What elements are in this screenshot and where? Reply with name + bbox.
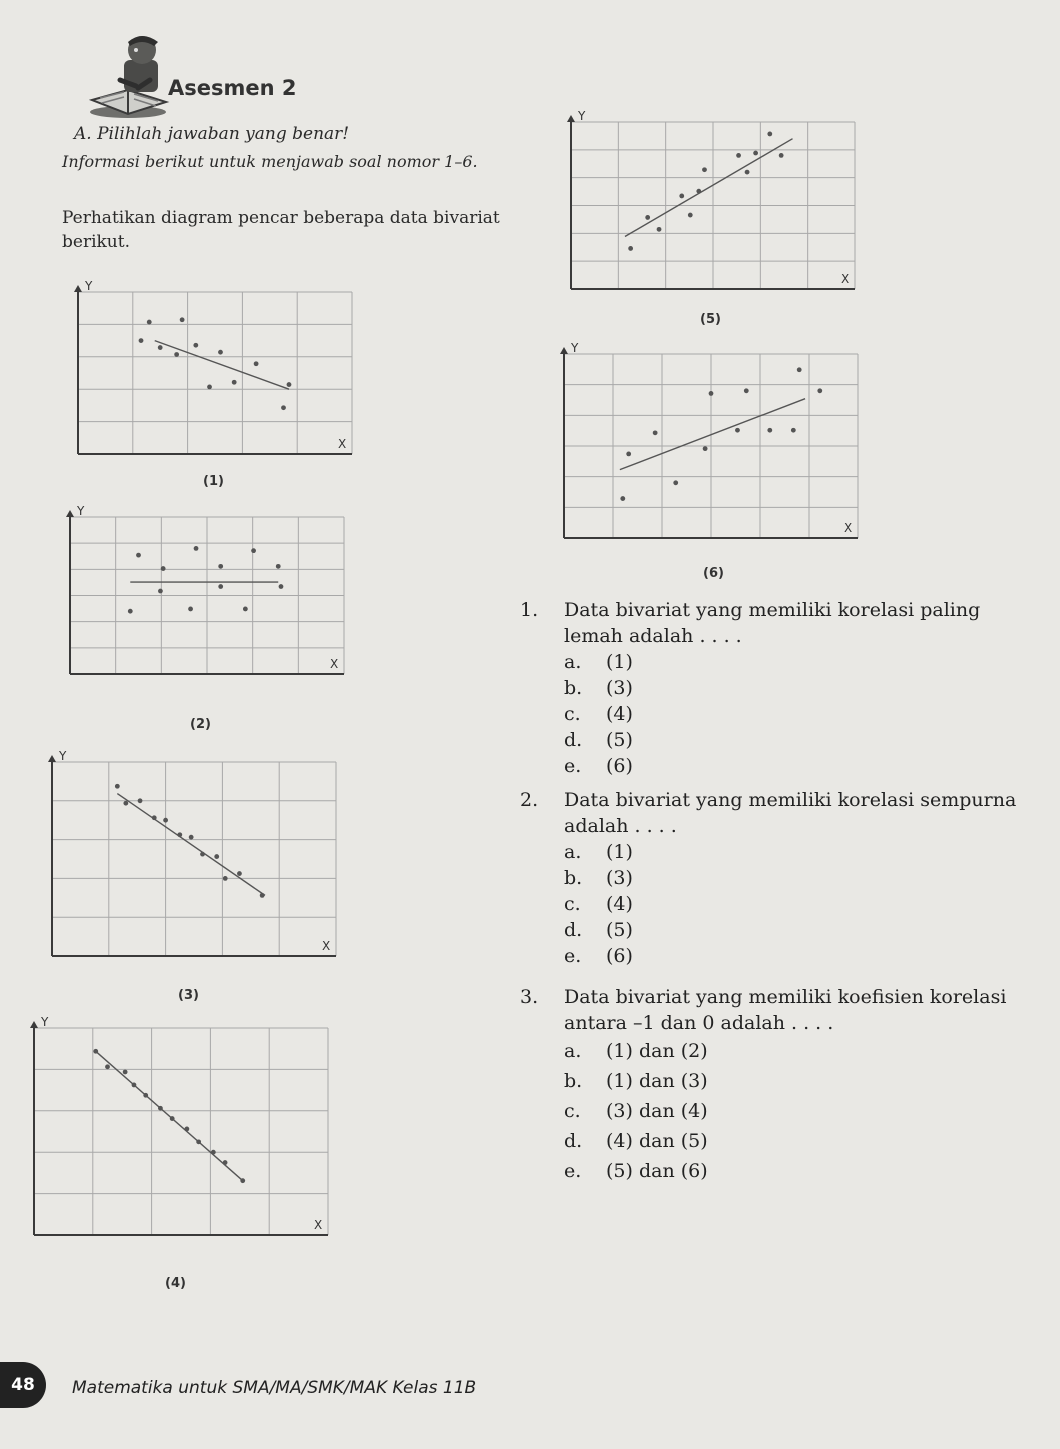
y-axis-label: Y — [59, 749, 67, 763]
option-key: b. — [564, 1070, 583, 1092]
data-point — [218, 584, 223, 589]
data-point — [143, 1093, 148, 1098]
trend-line — [96, 1051, 243, 1180]
data-point — [223, 876, 228, 881]
instruction-part-a: A. Pilihlah jawaban yang benar! — [74, 124, 350, 144]
data-point — [207, 384, 212, 389]
data-point — [128, 609, 133, 614]
trend-line — [117, 794, 265, 896]
data-point — [744, 388, 749, 393]
option-value: (4) dan (5) — [606, 1130, 708, 1152]
data-point — [180, 317, 185, 322]
option[interactable] — [564, 649, 633, 675]
option[interactable] — [564, 865, 633, 891]
data-point — [105, 1064, 110, 1069]
y-axis-arrow-icon — [74, 285, 82, 292]
data-point — [200, 852, 205, 857]
question-1 — [520, 597, 1040, 777]
option-value: (1) — [606, 651, 633, 673]
x-axis-label: X — [330, 657, 339, 671]
data-point — [279, 584, 284, 589]
data-point — [797, 367, 802, 372]
data-point — [174, 352, 179, 357]
option-value: (5) dan (6) — [606, 1160, 708, 1182]
scatter-diagram-2 — [62, 505, 352, 690]
data-point — [170, 1116, 175, 1121]
option-key: e. — [564, 945, 582, 967]
data-point — [115, 784, 120, 789]
question-1-options — [564, 649, 633, 779]
data-point — [251, 548, 256, 553]
data-point — [232, 380, 237, 385]
data-point — [703, 446, 708, 451]
data-point — [653, 430, 658, 435]
y-axis-label: Y — [85, 279, 93, 293]
data-point — [736, 153, 741, 158]
diagram-caption-5: (5) — [700, 312, 721, 327]
data-point — [791, 428, 796, 433]
data-point — [626, 451, 631, 456]
option[interactable] — [564, 943, 633, 969]
data-point — [158, 1106, 163, 1111]
page-number: 48 — [0, 1362, 46, 1408]
data-point — [237, 871, 242, 876]
y-axis-arrow-icon — [66, 510, 74, 517]
option-key: b. — [564, 867, 583, 889]
y-axis-label: Y — [571, 341, 579, 355]
trend-line — [625, 139, 793, 237]
data-point — [158, 589, 163, 594]
data-point — [93, 1049, 98, 1054]
data-point — [188, 607, 193, 612]
data-point — [240, 1178, 245, 1183]
data-point — [139, 338, 144, 343]
y-axis-label: Y — [578, 109, 586, 123]
question-3-options — [564, 1038, 708, 1188]
data-point — [223, 1160, 228, 1165]
y-axis-arrow-icon — [560, 347, 568, 354]
option-value: (4) — [606, 703, 633, 725]
option-key: b. — [564, 677, 583, 699]
question-2 — [520, 787, 1040, 967]
data-point — [688, 213, 693, 218]
data-point — [193, 343, 198, 348]
scatter-diagram-3 — [44, 750, 344, 972]
option-key: e. — [564, 1160, 582, 1182]
option-key: a. — [564, 1040, 582, 1062]
data-point — [628, 246, 633, 251]
data-point — [620, 496, 625, 501]
data-point — [147, 320, 152, 325]
data-point — [281, 405, 286, 410]
y-axis-arrow-icon — [48, 755, 56, 762]
scatter-4-svg — [26, 1016, 336, 1251]
x-axis-label: X — [322, 939, 331, 953]
data-point — [657, 227, 662, 232]
option-key: d. — [564, 729, 583, 751]
data-point — [214, 854, 219, 859]
option-value: (1) dan (3) — [606, 1070, 708, 1092]
data-point — [177, 832, 182, 837]
option-key: d. — [564, 1130, 583, 1152]
option[interactable] — [564, 1038, 708, 1068]
scatter-2-svg — [62, 505, 352, 690]
data-point — [276, 564, 281, 569]
option-key: c. — [564, 1100, 581, 1122]
data-point — [696, 189, 701, 194]
option-value: (4) — [606, 893, 633, 915]
option[interactable] — [564, 1128, 708, 1158]
data-point — [158, 345, 163, 350]
option-value: (1) dan (2) — [606, 1040, 708, 1062]
y-axis-arrow-icon — [567, 115, 575, 122]
data-point — [218, 350, 223, 355]
option[interactable] — [564, 891, 633, 917]
data-point — [817, 388, 822, 393]
question-2-options — [564, 839, 633, 969]
data-point — [136, 553, 141, 558]
option[interactable] — [564, 839, 633, 865]
data-point — [735, 428, 740, 433]
trend-line — [155, 341, 289, 390]
data-point — [218, 564, 223, 569]
question-1-number: 1. — [520, 599, 539, 621]
question-1-text: Data bivariat yang memiliki korelasi paling lemah adalah . . . . — [564, 599, 981, 647]
y-axis-label: Y — [77, 504, 85, 518]
scatter-diagram-1 — [70, 280, 360, 470]
data-point — [132, 1083, 137, 1088]
option-value: (5) — [606, 919, 633, 941]
option-key: e. — [564, 755, 582, 777]
scatter-diagram-4 — [26, 1016, 336, 1251]
data-point — [163, 818, 168, 823]
data-point — [779, 153, 784, 158]
option[interactable] — [564, 1068, 708, 1098]
option[interactable] — [564, 917, 633, 943]
trend-line — [620, 399, 805, 470]
data-point — [709, 391, 714, 396]
question-3 — [520, 984, 1040, 1194]
option-key: c. — [564, 893, 581, 915]
scatter-diagram-6 — [556, 342, 866, 554]
option[interactable] — [564, 1158, 708, 1188]
question-3-text: Data bivariat yang memiliki koefisien korelasi antara –1 dan 0 adalah . . . . — [564, 986, 1007, 1034]
data-point — [767, 428, 772, 433]
option[interactable] — [564, 727, 633, 753]
x-axis-label: X — [844, 521, 853, 535]
question-2-text: Data bivariat yang memiliki korelasi sempurna adalah . . . . — [564, 789, 1017, 837]
scatter-3-svg — [44, 750, 344, 972]
option-key: c. — [564, 703, 581, 725]
option-value: (5) — [606, 729, 633, 751]
data-point — [123, 1070, 128, 1075]
data-point — [161, 566, 166, 571]
data-point — [196, 1139, 201, 1144]
data-point — [152, 815, 157, 820]
data-point — [753, 151, 758, 156]
diagram-caption-3: (3) — [178, 988, 199, 1003]
data-point — [138, 798, 143, 803]
data-point — [679, 194, 684, 199]
data-point — [189, 835, 194, 840]
data-point — [645, 215, 650, 220]
data-point — [745, 170, 750, 175]
option[interactable] — [564, 753, 633, 779]
option-key: a. — [564, 651, 582, 673]
info-text: Informasi berikut untuk menjawab soal nomor 1–6. — [62, 152, 478, 171]
y-axis-label: Y — [41, 1015, 49, 1029]
diagram-caption-4: (4) — [165, 1276, 186, 1291]
data-point — [194, 546, 199, 551]
data-point — [211, 1150, 216, 1155]
option[interactable] — [564, 701, 633, 727]
data-point — [254, 361, 259, 366]
option[interactable] — [564, 1098, 708, 1128]
option-value: (6) — [606, 755, 633, 777]
option-value: (6) — [606, 945, 633, 967]
option-value: (3) — [606, 677, 633, 699]
data-point — [673, 480, 678, 485]
data-point — [243, 607, 248, 612]
data-point — [287, 382, 292, 387]
diagram-caption-2: (2) — [190, 717, 211, 732]
student-reading-icon — [84, 30, 174, 122]
scatter-1-svg — [70, 280, 360, 470]
x-axis-label: X — [314, 1218, 323, 1232]
question-3-number: 3. — [520, 986, 539, 1008]
footer-book-title: Matematika untuk SMA/MA/SMK/MAK Kelas 11B — [72, 1378, 477, 1398]
option-value: (3) dan (4) — [606, 1100, 708, 1122]
option-key: d. — [564, 919, 583, 941]
intro-text: Perhatikan diagram pencar beberapa data bivariat berikut. — [62, 208, 500, 252]
data-point — [702, 167, 707, 172]
scatter-diagram-5 — [563, 110, 863, 305]
option-key: a. — [564, 841, 582, 863]
x-axis-label: X — [841, 272, 850, 286]
option[interactable] — [564, 675, 633, 701]
option-value: (3) — [606, 867, 633, 889]
data-point — [260, 893, 265, 898]
diagram-caption-1: (1) — [203, 474, 224, 489]
scatter-5-svg — [563, 110, 863, 305]
scatter-6-svg — [556, 342, 866, 554]
x-axis-label: X — [338, 437, 347, 451]
diagram-caption-6: (6) — [703, 566, 724, 581]
data-point — [767, 132, 772, 137]
data-point — [184, 1127, 189, 1132]
section-title: Asesmen 2 — [168, 76, 297, 100]
question-2-number: 2. — [520, 789, 539, 811]
data-point — [123, 801, 128, 806]
option-value: (1) — [606, 841, 633, 863]
y-axis-arrow-icon — [30, 1021, 38, 1028]
